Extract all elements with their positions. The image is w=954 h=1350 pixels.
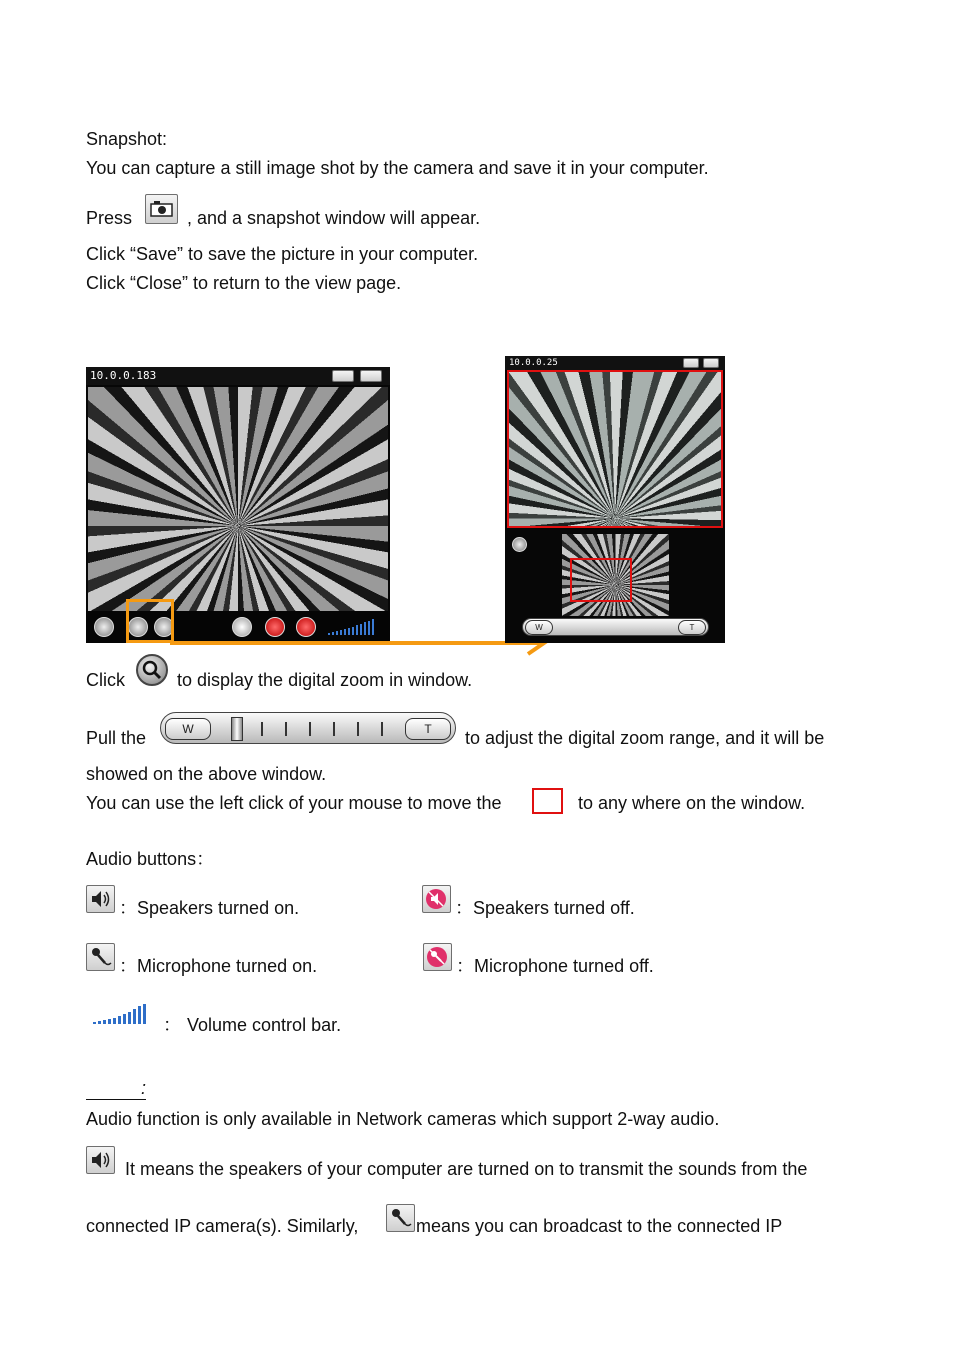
snapshot-heading: Snapshot:	[86, 129, 168, 149]
live-view-title-bar	[86, 367, 390, 385]
red-zoom-box-icon	[532, 788, 563, 814]
speaker-on-icon[interactable]	[86, 885, 115, 913]
note-similarly-text: connected IP camera(s). Similarly,	[86, 1216, 359, 1236]
move-instruction: You can use the left click of your mouse to move the	[86, 793, 502, 813]
speaker-off-text: ：Speakers turned off.	[455, 898, 635, 918]
press-label: Press	[86, 208, 133, 228]
live-view-ip: 10.0.0.183	[90, 369, 157, 382]
move-suffix-text: to any where on the window.	[578, 793, 806, 813]
note-speaker-explanation: It means the speakers of your computer are turned on to transmit the sounds from the	[125, 1159, 808, 1179]
note-label: :	[86, 1077, 146, 1100]
pull-suffix-text: to adjust the digital zoom range, and it will be	[465, 728, 825, 748]
note-microphone-icon	[386, 1204, 415, 1232]
microphone-off-text: ：Microphone turned off.	[456, 956, 654, 976]
microphone-off-icon[interactable]	[423, 943, 452, 971]
close-instruction: Click “Close” to return to the view page.	[86, 273, 402, 293]
speaker-on-text: ：Speakers turned on.	[119, 898, 300, 918]
note-audio-availability: Audio function is only available in Network cameras which support 2-way audio.	[86, 1109, 720, 1129]
zoom-window-ip: 10.0.0.25	[509, 358, 558, 368]
snapshot-small-icon[interactable]	[332, 370, 354, 382]
note-broadcast-text: means you can broadcast to the connected IP	[416, 1216, 783, 1236]
zoom-window-title-bar	[505, 356, 725, 370]
zoom-tele-end: T	[678, 620, 706, 635]
note-speaker-icon	[86, 1146, 115, 1174]
zoom-window-slider[interactable]	[522, 618, 709, 636]
zoom-close-small-icon[interactable]	[703, 358, 719, 368]
zoom-snapshot-small-icon[interactable]	[683, 358, 699, 368]
microphone-on-text: ：Microphone turned on.	[119, 956, 318, 976]
zoom-control-button[interactable]	[94, 617, 114, 637]
live-video-frame	[88, 387, 388, 611]
volume-colon: ：	[163, 1015, 181, 1035]
zoomed-video-frame	[507, 370, 723, 528]
digital-zoom-window	[505, 356, 725, 643]
save-instruction: Click “Save” to save the picture in your computer.	[86, 244, 479, 264]
pause-stop-highlight-box	[126, 599, 174, 643]
click-zoom-label: Click	[86, 670, 125, 690]
zoom-region-box[interactable]	[570, 558, 632, 602]
click-zoom-suffix: to display the digital zoom in window.	[177, 670, 473, 690]
audio-heading: Audio buttons：	[86, 849, 215, 869]
volume-control-bar-icon[interactable]	[92, 1003, 150, 1025]
pull-label: Pull the	[86, 728, 147, 748]
zoom-magnifier-icon[interactable]	[136, 654, 168, 686]
volume-control-text: Volume control bar.	[187, 1015, 342, 1035]
snapshot-description: You can capture a still image shot by the camera and save it in your computer.	[86, 158, 709, 178]
slider-tele-end: T	[405, 718, 451, 740]
pull-continuation-text: showed on the above window.	[86, 764, 327, 784]
slider-thumb[interactable]	[231, 717, 243, 741]
snapshot-camera-icon[interactable]	[145, 194, 178, 224]
microphone-on-icon[interactable]	[86, 943, 115, 971]
slider-wide-end: W	[165, 718, 211, 740]
arrow-to-zoom-window	[170, 626, 550, 656]
close-small-icon[interactable]	[360, 370, 382, 382]
zoom-wide-end: W	[525, 620, 553, 635]
zoom-range-slider-icon[interactable]	[160, 712, 456, 744]
speaker-off-icon[interactable]	[422, 885, 451, 913]
zoom-toggle-button[interactable]	[512, 537, 527, 552]
press-suffix-text: , and a snapshot window will appear.	[187, 208, 481, 228]
